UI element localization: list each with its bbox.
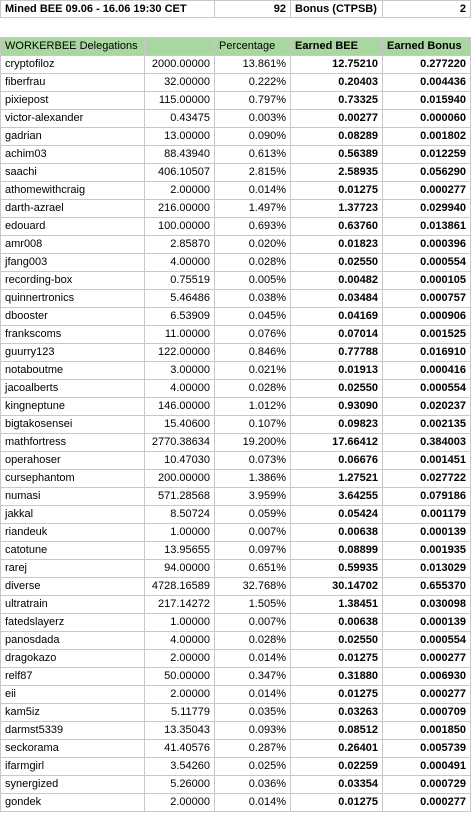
percentage-cell[interactable]: 0.025% xyxy=(215,758,291,776)
table-row xyxy=(0,218,471,236)
delegator-name-cell[interactable]: dragokazo xyxy=(0,650,145,668)
delegator-name-cell[interactable]: bigtakosensei xyxy=(0,416,145,434)
bonus-value-cell[interactable]: 2 xyxy=(383,0,471,18)
table-row xyxy=(0,632,471,650)
delegation-amount-cell[interactable]: 13.95655 xyxy=(145,542,215,560)
bonus-label-cell[interactable]: Bonus (CTPSB) xyxy=(291,0,383,18)
delegator-name-cell[interactable]: rarej xyxy=(0,560,145,578)
delegation-amount-cell[interactable]: 88.43940 xyxy=(145,146,215,164)
earned-bee-cell[interactable]: 0.01823 xyxy=(291,236,383,254)
earned-bee-cell[interactable]: 0.26401 xyxy=(291,740,383,758)
earned-bonus-cell[interactable]: 0.000491 xyxy=(383,758,471,776)
earned-bonus-cell[interactable]: 0.020237 xyxy=(383,398,471,416)
earned-bee-cell[interactable]: 0.00482 xyxy=(291,272,383,290)
table-row xyxy=(0,506,471,524)
earned-bonus-cell[interactable]: 0.016910 xyxy=(383,344,471,362)
table-row xyxy=(0,578,471,596)
delegation-amount-cell[interactable]: 146.00000 xyxy=(145,398,215,416)
percentage-cell[interactable]: 0.028% xyxy=(215,632,291,650)
earned-bee-cell[interactable]: 1.37723 xyxy=(291,200,383,218)
percentage-cell[interactable]: 0.014% xyxy=(215,650,291,668)
earned-bonus-cell[interactable]: 0.000277 xyxy=(383,182,471,200)
table-row xyxy=(0,110,471,128)
summary-row xyxy=(0,0,471,18)
header-earned-bonus[interactable]: Earned Bonus xyxy=(383,38,471,56)
earned-bonus-cell[interactable]: 0.001525 xyxy=(383,326,471,344)
table-row xyxy=(0,596,471,614)
delegation-amount-cell[interactable]: 13.35043 xyxy=(145,722,215,740)
earned-bonus-cell[interactable]: 0.000105 xyxy=(383,272,471,290)
percentage-cell[interactable]: 32.768% xyxy=(215,578,291,596)
delegator-name-cell[interactable]: catotune xyxy=(0,542,145,560)
percentage-cell[interactable]: 0.007% xyxy=(215,524,291,542)
table-row xyxy=(0,146,471,164)
earned-bonus-cell[interactable]: 0.005739 xyxy=(383,740,471,758)
earned-bonus-cell[interactable]: 0.000060 xyxy=(383,110,471,128)
table-row xyxy=(0,164,471,182)
percentage-cell[interactable]: 0.021% xyxy=(215,362,291,380)
table-header-row xyxy=(0,38,471,56)
earned-bonus-cell[interactable]: 0.056290 xyxy=(383,164,471,182)
table-row xyxy=(0,452,471,470)
percentage-cell[interactable]: 0.014% xyxy=(215,686,291,704)
percentage-cell[interactable]: 0.007% xyxy=(215,614,291,632)
delegator-name-cell[interactable]: gadrian xyxy=(0,128,145,146)
earned-bee-cell[interactable]: 0.08512 xyxy=(291,722,383,740)
delegator-name-cell[interactable]: quinnertronics xyxy=(0,290,145,308)
earned-bonus-cell[interactable]: 0.277220 xyxy=(383,56,471,74)
earned-bonus-cell[interactable]: 0.004436 xyxy=(383,74,471,92)
delegation-amount-cell[interactable]: 32.00000 xyxy=(145,74,215,92)
spacer-row xyxy=(0,18,471,38)
delegator-name-cell[interactable]: achim03 xyxy=(0,146,145,164)
earned-bonus-cell[interactable]: 0.384003 xyxy=(383,434,471,452)
earned-bee-cell[interactable]: 0.03484 xyxy=(291,290,383,308)
percentage-cell[interactable]: 0.059% xyxy=(215,506,291,524)
percentage-cell[interactable]: 0.222% xyxy=(215,74,291,92)
delegation-amount-cell[interactable]: 122.00000 xyxy=(145,344,215,362)
percentage-cell[interactable]: 2.815% xyxy=(215,164,291,182)
earned-bee-cell[interactable]: 3.64255 xyxy=(291,488,383,506)
earned-bonus-cell[interactable]: 0.000139 xyxy=(383,614,471,632)
delegator-name-cell[interactable]: mathfortress xyxy=(0,434,145,452)
delegator-name-cell[interactable]: numasi xyxy=(0,488,145,506)
earned-bee-cell[interactable]: 0.02550 xyxy=(291,380,383,398)
table-row xyxy=(0,686,471,704)
percentage-cell[interactable]: 0.347% xyxy=(215,668,291,686)
earned-bee-cell[interactable]: 0.07014 xyxy=(291,326,383,344)
earned-bonus-cell[interactable]: 0.000906 xyxy=(383,308,471,326)
delegator-name-cell[interactable]: jakkal xyxy=(0,506,145,524)
earned-bonus-cell[interactable]: 0.000277 xyxy=(383,794,471,812)
delegator-name-cell[interactable]: panosdada xyxy=(0,632,145,650)
earned-bee-cell[interactable]: 0.31880 xyxy=(291,668,383,686)
earned-bee-cell[interactable]: 0.73325 xyxy=(291,92,383,110)
table-row xyxy=(0,308,471,326)
delegator-name-cell[interactable]: cryptofiloz xyxy=(0,56,145,74)
delegator-name-cell[interactable]: guurry123 xyxy=(0,344,145,362)
earned-bonus-cell[interactable]: 0.001179 xyxy=(383,506,471,524)
percentage-cell[interactable]: 13.861% xyxy=(215,56,291,74)
earned-bee-cell[interactable]: 0.04169 xyxy=(291,308,383,326)
table-row xyxy=(0,236,471,254)
delegation-amount-cell[interactable]: 4.00000 xyxy=(145,380,215,398)
percentage-cell[interactable]: 0.651% xyxy=(215,560,291,578)
earned-bonus-cell[interactable]: 0.029940 xyxy=(383,200,471,218)
delegator-name-cell[interactable]: amr008 xyxy=(0,236,145,254)
table-body xyxy=(0,56,471,812)
earned-bonus-cell[interactable]: 0.006930 xyxy=(383,668,471,686)
delegator-name-cell[interactable]: relf87 xyxy=(0,668,145,686)
delegation-amount-cell[interactable]: 3.00000 xyxy=(145,362,215,380)
delegation-amount-cell[interactable]: 217.14272 xyxy=(145,596,215,614)
earned-bee-cell[interactable]: 0.00638 xyxy=(291,614,383,632)
table-row xyxy=(0,434,471,452)
delegation-amount-cell[interactable]: 41.40576 xyxy=(145,740,215,758)
delegator-name-cell[interactable]: gondek xyxy=(0,794,145,812)
earned-bee-cell[interactable]: 0.01275 xyxy=(291,182,383,200)
delegator-name-cell[interactable]: ultratrain xyxy=(0,596,145,614)
delegation-amount-cell[interactable]: 1.00000 xyxy=(145,614,215,632)
delegator-name-cell[interactable]: dbooster xyxy=(0,308,145,326)
delegator-name-cell[interactable]: jacoalberts xyxy=(0,380,145,398)
earned-bee-cell[interactable]: 1.27521 xyxy=(291,470,383,488)
delegation-amount-cell[interactable]: 15.40600 xyxy=(145,416,215,434)
header-earned-bee[interactable]: Earned BEE xyxy=(291,38,383,56)
delegation-amount-cell[interactable]: 406.10507 xyxy=(145,164,215,182)
delegation-amount-cell[interactable]: 2000.00000 xyxy=(145,56,215,74)
earned-bonus-cell[interactable]: 0.015940 xyxy=(383,92,471,110)
earned-bonus-cell[interactable]: 0.000709 xyxy=(383,704,471,722)
earned-bee-cell[interactable]: 0.02550 xyxy=(291,632,383,650)
mined-label-cell[interactable]: Mined BEE 09.06 - 16.06 19:30 CET xyxy=(0,0,215,18)
table-row xyxy=(0,560,471,578)
percentage-cell[interactable]: 0.028% xyxy=(215,254,291,272)
delegation-amount-cell[interactable]: 216.00000 xyxy=(145,200,215,218)
earned-bonus-cell[interactable]: 0.079186 xyxy=(383,488,471,506)
delegation-amount-cell[interactable]: 5.26000 xyxy=(145,776,215,794)
delegation-amount-cell[interactable]: 571.28568 xyxy=(145,488,215,506)
earned-bonus-cell[interactable]: 0.000396 xyxy=(383,236,471,254)
delegator-name-cell[interactable]: cursephantom xyxy=(0,470,145,488)
earned-bee-cell[interactable]: 0.05424 xyxy=(291,506,383,524)
earned-bonus-cell[interactable]: 0.030098 xyxy=(383,596,471,614)
delegator-name-cell[interactable]: riandeuk xyxy=(0,524,145,542)
earned-bee-cell[interactable]: 0.03263 xyxy=(291,704,383,722)
earned-bee-cell[interactable]: 0.03354 xyxy=(291,776,383,794)
earned-bonus-cell[interactable]: 0.000729 xyxy=(383,776,471,794)
table-row xyxy=(0,470,471,488)
table-row xyxy=(0,380,471,398)
delegation-amount-cell[interactable]: 10.47030 xyxy=(145,452,215,470)
percentage-cell[interactable]: 0.020% xyxy=(215,236,291,254)
delegation-amount-cell[interactable]: 13.00000 xyxy=(145,128,215,146)
delegation-amount-cell[interactable]: 2.85870 xyxy=(145,236,215,254)
delegation-amount-cell[interactable]: 115.00000 xyxy=(145,92,215,110)
earned-bee-cell[interactable]: 2.58935 xyxy=(291,164,383,182)
delegator-name-cell[interactable]: jfang003 xyxy=(0,254,145,272)
percentage-cell[interactable]: 0.076% xyxy=(215,326,291,344)
earned-bonus-cell[interactable]: 0.001935 xyxy=(383,542,471,560)
percentage-cell[interactable]: 0.073% xyxy=(215,452,291,470)
earned-bee-cell[interactable]: 1.38451 xyxy=(291,596,383,614)
delegation-amount-cell[interactable]: 1.00000 xyxy=(145,524,215,542)
earned-bonus-cell[interactable]: 0.000554 xyxy=(383,254,471,272)
earned-bonus-cell[interactable]: 0.000277 xyxy=(383,686,471,704)
delegation-amount-cell[interactable]: 6.53909 xyxy=(145,308,215,326)
percentage-cell[interactable]: 1.497% xyxy=(215,200,291,218)
delegation-amount-cell[interactable]: 94.00000 xyxy=(145,560,215,578)
delegator-name-cell[interactable]: notaboutme xyxy=(0,362,145,380)
earned-bonus-cell[interactable]: 0.000277 xyxy=(383,650,471,668)
table-row xyxy=(0,650,471,668)
table-row xyxy=(0,362,471,380)
percentage-cell[interactable]: 0.028% xyxy=(215,380,291,398)
table-row xyxy=(0,272,471,290)
delegation-amount-cell[interactable]: 11.00000 xyxy=(145,326,215,344)
delegation-amount-cell[interactable]: 0.75519 xyxy=(145,272,215,290)
earned-bonus-cell[interactable]: 0.001451 xyxy=(383,452,471,470)
delegator-name-cell[interactable]: kingneptune xyxy=(0,398,145,416)
percentage-cell[interactable]: 0.003% xyxy=(215,110,291,128)
earned-bonus-cell[interactable]: 0.012259 xyxy=(383,146,471,164)
delegator-name-cell[interactable]: seckorama xyxy=(0,740,145,758)
percentage-cell[interactable]: 0.005% xyxy=(215,272,291,290)
earned-bonus-cell[interactable]: 0.000554 xyxy=(383,380,471,398)
earned-bee-cell[interactable]: 0.02259 xyxy=(291,758,383,776)
delegation-amount-cell[interactable]: 50.00000 xyxy=(145,668,215,686)
delegator-name-cell[interactable]: fiberfrau xyxy=(0,74,145,92)
delegator-name-cell[interactable]: fatedslayerz xyxy=(0,614,145,632)
delegator-name-cell[interactable]: eii xyxy=(0,686,145,704)
earned-bonus-cell[interactable]: 0.027722 xyxy=(383,470,471,488)
earned-bee-cell[interactable]: 0.01275 xyxy=(291,686,383,704)
table-row xyxy=(0,524,471,542)
table-row xyxy=(0,722,471,740)
table-row xyxy=(0,200,471,218)
delegation-amount-cell[interactable]: 4.00000 xyxy=(145,632,215,650)
delegator-name-cell[interactable]: saachi xyxy=(0,164,145,182)
percentage-cell[interactable]: 0.045% xyxy=(215,308,291,326)
earned-bee-cell[interactable]: 30.14702 xyxy=(291,578,383,596)
delegation-amount-cell[interactable]: 0.43475 xyxy=(145,110,215,128)
delegation-amount-cell[interactable]: 2.00000 xyxy=(145,794,215,812)
earned-bee-cell[interactable]: 0.09823 xyxy=(291,416,383,434)
delegation-amount-cell[interactable]: 2770.38634 xyxy=(145,434,215,452)
percentage-cell[interactable]: 0.107% xyxy=(215,416,291,434)
delegator-name-cell[interactable]: kam5iz xyxy=(0,704,145,722)
percentage-cell[interactable]: 0.035% xyxy=(215,704,291,722)
earned-bee-cell[interactable]: 0.08289 xyxy=(291,128,383,146)
earned-bee-cell[interactable]: 0.00638 xyxy=(291,524,383,542)
earned-bonus-cell[interactable]: 0.655370 xyxy=(383,578,471,596)
percentage-cell[interactable]: 1.012% xyxy=(215,398,291,416)
delegator-name-cell[interactable]: edouard xyxy=(0,218,145,236)
table-row xyxy=(0,794,471,812)
delegator-name-cell[interactable]: darth-azrael xyxy=(0,200,145,218)
earned-bee-cell[interactable]: 17.66412 xyxy=(291,434,383,452)
table-row xyxy=(0,344,471,362)
earned-bee-cell[interactable]: 0.02550 xyxy=(291,254,383,272)
table-row xyxy=(0,326,471,344)
delegation-amount-cell[interactable]: 5.11779 xyxy=(145,704,215,722)
table-row xyxy=(0,614,471,632)
header-percentage[interactable]: Percentage xyxy=(215,38,291,56)
delegator-name-cell[interactable]: diverse xyxy=(0,578,145,596)
table-row xyxy=(0,704,471,722)
delegation-amount-cell[interactable]: 8.50724 xyxy=(145,506,215,524)
table-row xyxy=(0,758,471,776)
earned-bee-cell[interactable]: 0.08899 xyxy=(291,542,383,560)
earned-bee-cell[interactable]: 0.00277 xyxy=(291,110,383,128)
earned-bee-cell[interactable]: 0.77788 xyxy=(291,344,383,362)
earned-bee-cell[interactable]: 0.01275 xyxy=(291,794,383,812)
earned-bee-cell[interactable]: 0.01275 xyxy=(291,650,383,668)
table-row xyxy=(0,542,471,560)
percentage-cell[interactable]: 0.090% xyxy=(215,128,291,146)
earned-bonus-cell[interactable]: 0.013029 xyxy=(383,560,471,578)
percentage-cell[interactable]: 0.693% xyxy=(215,218,291,236)
percentage-cell[interactable]: 0.613% xyxy=(215,146,291,164)
delegator-name-cell[interactable]: ifarmgirl xyxy=(0,758,145,776)
delegator-name-cell[interactable]: athomewithcraig xyxy=(0,182,145,200)
percentage-cell[interactable]: 0.093% xyxy=(215,722,291,740)
delegation-amount-cell[interactable]: 4728.16589 xyxy=(145,578,215,596)
table-row xyxy=(0,128,471,146)
table-row xyxy=(0,182,471,200)
delegation-amount-cell[interactable]: 2.00000 xyxy=(145,182,215,200)
header-delegations[interactable]: WORKERBEE Delegations xyxy=(0,38,145,56)
delegation-amount-cell[interactable]: 2.00000 xyxy=(145,650,215,668)
earned-bee-cell[interactable]: 0.93090 xyxy=(291,398,383,416)
earned-bonus-cell[interactable]: 0.002135 xyxy=(383,416,471,434)
earned-bee-cell[interactable]: 0.63760 xyxy=(291,218,383,236)
percentage-cell[interactable]: 0.797% xyxy=(215,92,291,110)
earned-bee-cell[interactable]: 12.75210 xyxy=(291,56,383,74)
earned-bee-cell[interactable]: 0.01913 xyxy=(291,362,383,380)
delegator-name-cell[interactable]: victor-alexander xyxy=(0,110,145,128)
delegator-name-cell[interactable]: frankscoms xyxy=(0,326,145,344)
earned-bee-cell[interactable]: 0.59935 xyxy=(291,560,383,578)
header-amount[interactable] xyxy=(145,38,215,56)
table-row xyxy=(0,92,471,110)
percentage-cell[interactable]: 19.200% xyxy=(215,434,291,452)
table-row xyxy=(0,74,471,92)
earned-bee-cell[interactable]: 0.20403 xyxy=(291,74,383,92)
delegation-amount-cell[interactable]: 4.00000 xyxy=(145,254,215,272)
delegation-amount-cell[interactable]: 100.00000 xyxy=(145,218,215,236)
earned-bonus-cell[interactable]: 0.013861 xyxy=(383,218,471,236)
percentage-cell[interactable]: 0.014% xyxy=(215,182,291,200)
delegation-amount-cell[interactable]: 200.00000 xyxy=(145,470,215,488)
percentage-cell[interactable]: 0.287% xyxy=(215,740,291,758)
earned-bonus-cell[interactable]: 0.000139 xyxy=(383,524,471,542)
earned-bonus-cell[interactable]: 0.000554 xyxy=(383,632,471,650)
earned-bee-cell[interactable]: 0.56389 xyxy=(291,146,383,164)
table-row xyxy=(0,56,471,74)
percentage-cell[interactable]: 1.386% xyxy=(215,470,291,488)
earned-bonus-cell[interactable]: 0.001802 xyxy=(383,128,471,146)
table-row xyxy=(0,668,471,686)
delegation-amount-cell[interactable]: 3.54260 xyxy=(145,758,215,776)
delegation-amount-cell[interactable]: 2.00000 xyxy=(145,686,215,704)
earned-bee-cell[interactable]: 0.06676 xyxy=(291,452,383,470)
earned-bonus-cell[interactable]: 0.001850 xyxy=(383,722,471,740)
percentage-cell[interactable]: 0.038% xyxy=(215,290,291,308)
table-row xyxy=(0,290,471,308)
table-row xyxy=(0,254,471,272)
percentage-cell[interactable]: 0.097% xyxy=(215,542,291,560)
delegator-name-cell[interactable]: operahoser xyxy=(0,452,145,470)
delegator-name-cell[interactable]: pixiepost xyxy=(0,92,145,110)
percentage-cell[interactable]: 0.014% xyxy=(215,794,291,812)
table-row xyxy=(0,488,471,506)
earned-bonus-cell[interactable]: 0.000416 xyxy=(383,362,471,380)
percentage-cell[interactable]: 1.505% xyxy=(215,596,291,614)
table-row xyxy=(0,416,471,434)
delegator-name-cell[interactable]: darmst5339 xyxy=(0,722,145,740)
earned-bonus-cell[interactable]: 0.000757 xyxy=(383,290,471,308)
percentage-cell[interactable]: 0.846% xyxy=(215,344,291,362)
table-row xyxy=(0,776,471,794)
delegator-name-cell[interactable]: recording-box xyxy=(0,272,145,290)
mined-value-cell[interactable]: 92 xyxy=(215,0,291,18)
percentage-cell[interactable]: 0.036% xyxy=(215,776,291,794)
table-row xyxy=(0,740,471,758)
percentage-cell[interactable]: 3.959% xyxy=(215,488,291,506)
delegator-name-cell[interactable]: synergized xyxy=(0,776,145,794)
delegation-amount-cell[interactable]: 5.46486 xyxy=(145,290,215,308)
table-row xyxy=(0,398,471,416)
